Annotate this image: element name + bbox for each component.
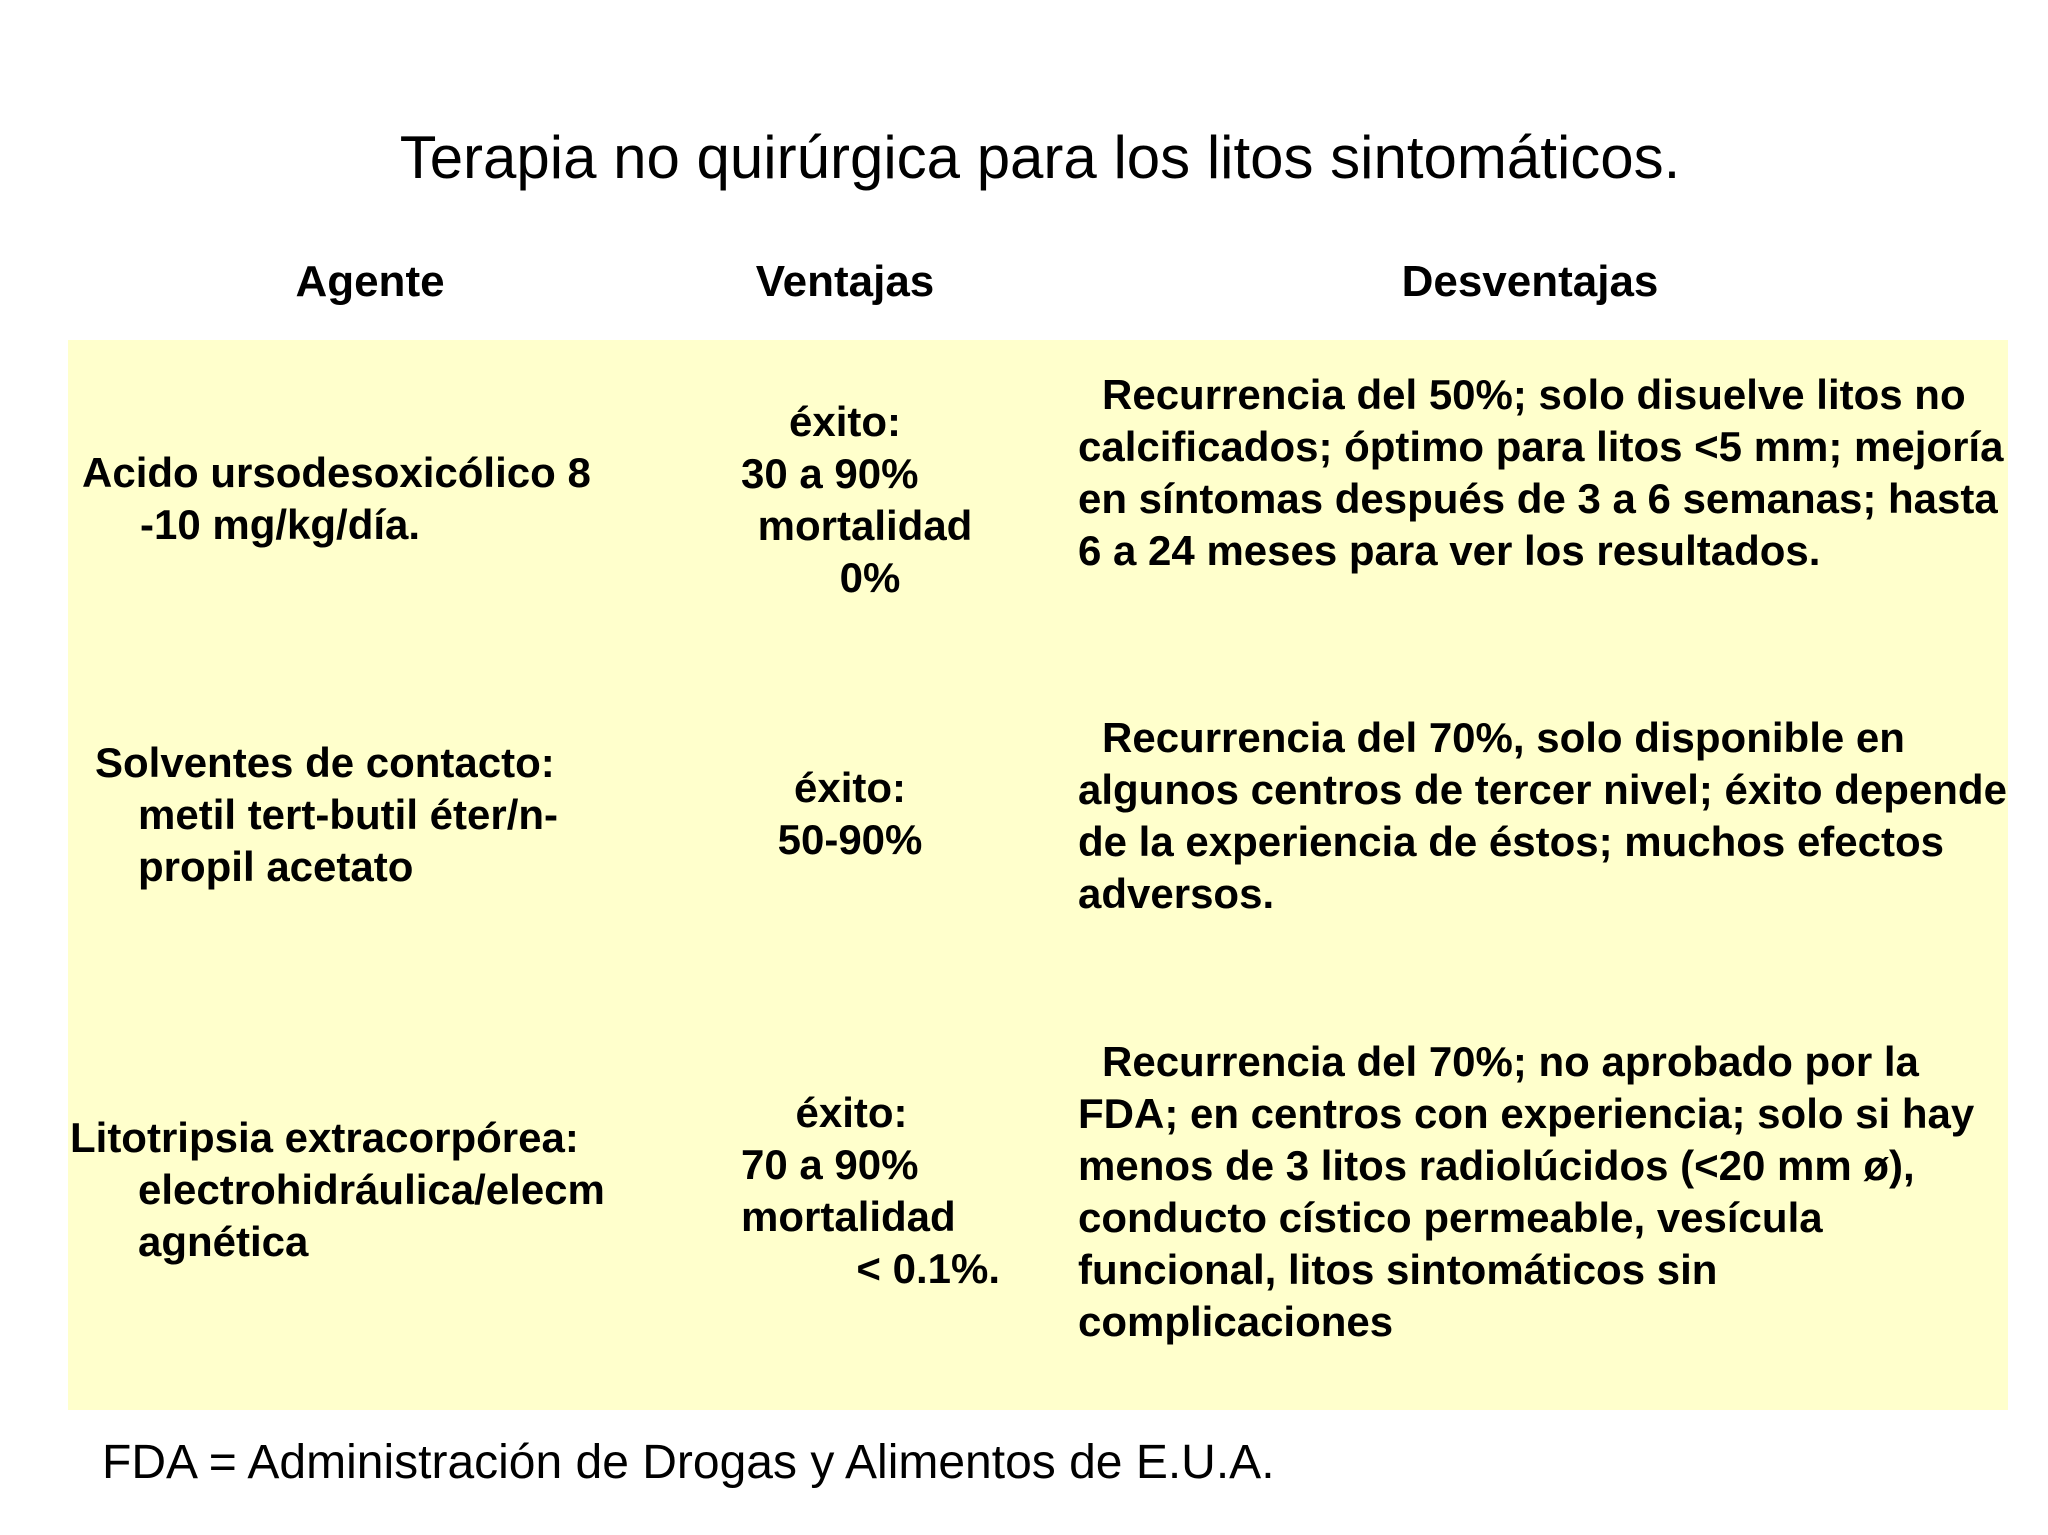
advantages-line: mortalidad [741,1193,956,1240]
disadvantages-cell-lithotripsy: Recurrencia del 70%; no aprobado por la FDA; en centros con experiencia; solo si hay menos de 3 litos radiolúcidos (<20 mm ø), conducto cístico permeable, vesícula funcional, litos sintomáticos sin complicaciones [1078,1038,1975,1345]
advantages-line: 50-90% [777,816,923,863]
agent-line: agnética [138,1218,309,1265]
advantages-line: 0% [839,554,901,601]
agent-line: Acido ursodesoxicólico 8 [82,449,591,496]
disadvantages-cell-ursodeoxycholic: Recurrencia del 50%; solo disuelve litos no calcificados; óptimo para litos <5 mm; mejoría en síntomas después de 3 a 6 semanas; hasta 6 a 24 meses para ver los resultados. [1078,371,2004,574]
advantages-cell-lithotripsy [735,1087,1000,1295]
disadvantages-cell-contact-solvents: Recurrencia del 70%, solo disponible en algunos centros de tercer nivel; éxito depende de la experiencia de éstos; muchos efectos adversos. [1078,714,2007,917]
agent-line: Solventes de contacto: [95,739,555,786]
advantages-cell-contact-solvents [735,762,965,866]
advantages-line: éxito: [788,398,901,445]
column-header-agent: Agente [295,257,445,306]
column-header-advantages: Ventajas [755,257,935,306]
advantages-line: éxito: [793,764,906,811]
agent-line: electrohidráulica/elecm [138,1166,605,1213]
advantages-cell-ursodeoxycholic [735,396,995,604]
advantages-line: < 0.1%. [856,1245,1000,1292]
slide-title: Terapia no quirúrgica para los litos sintomáticos. [399,124,1681,191]
agent-cell-lithotripsy [70,1112,605,1268]
footnote: FDA = Administración de Drogas y Alimentos de E.U.A. [102,1436,1275,1489]
agent-line: metil tert-butil éter/n- [138,791,559,838]
advantages-line: 30 a 90% [741,450,919,497]
agent-line: Litotripsia extracorpórea: [70,1114,579,1161]
advantages-line: éxito: [795,1089,908,1136]
agent-cell-ursodeoxycholic [82,447,591,551]
agent-cell-contact-solvents [95,737,558,893]
column-header-disadvantages: Desventajas [1401,257,1659,306]
advantages-line: 70 a 90% [741,1141,919,1188]
agent-line: -10 mg/kg/día. [140,501,421,548]
advantages-line: mortalidad [757,502,973,549]
agent-line: propil acetato [138,843,414,890]
